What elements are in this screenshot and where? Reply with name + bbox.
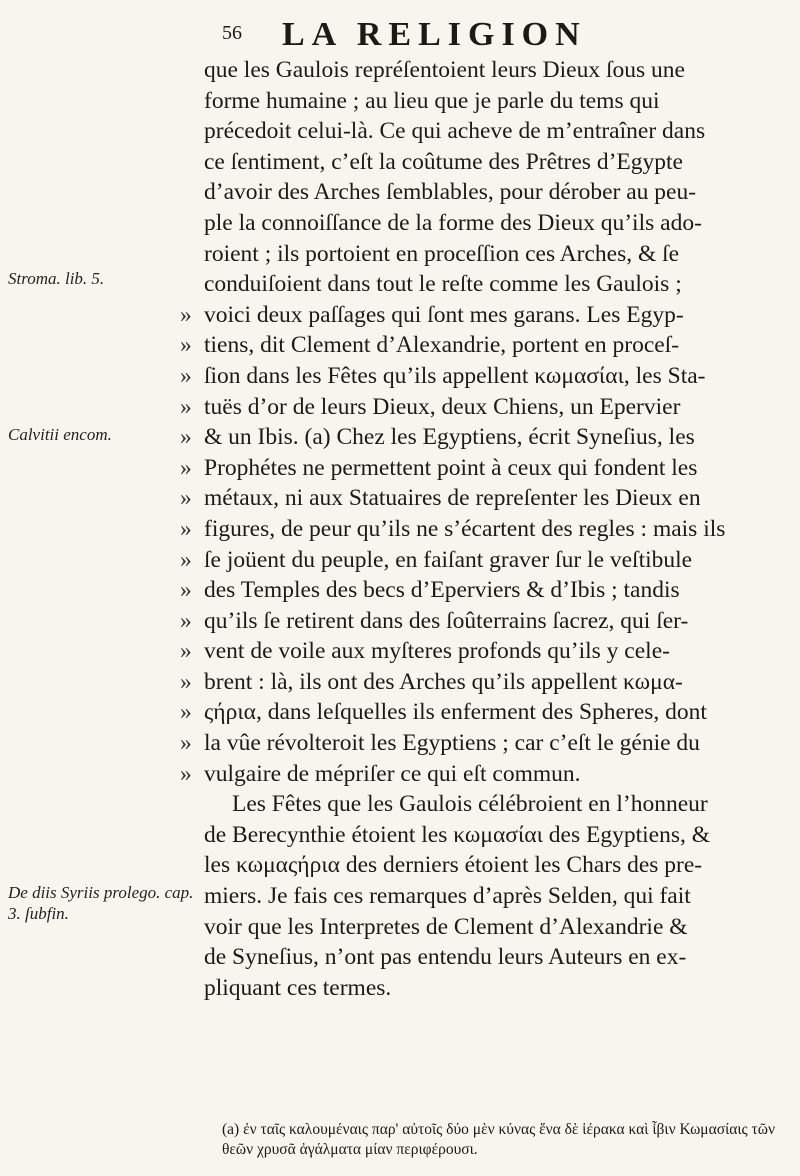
margin-note-selden: De diis Syriis prolego. cap. 3. ſubfin. [8,883,194,923]
text-line [180,422,772,453]
text-line [204,55,772,86]
text-line [180,453,772,484]
line-text: voici deux paſſages qui ſont mes garans. Les Egyp- [204,301,684,328]
line-text: que les Gaulois repréſentoient leurs Dieux ſous une [204,57,685,83]
line-text: tiens, dit Clement d’Alexandrie, portent en proceſ- [204,332,680,359]
running-title: LA RELIGION [282,16,587,53]
line-text: conduiſoient dans tout le reſte comme les Gaulois ; [204,271,682,298]
quotation-mark: » [180,546,192,573]
line-text: roient ; ils portoient en proceſſion ces Arches, & ſe [204,240,680,267]
line-text: métaux, ni aux Statuaires de repreſenter les Dieux en [204,485,701,512]
text-line [180,606,772,637]
quotation-mark: » [180,393,192,420]
line-text: de Syneſius, n’ont pas entendu leurs Auteurs en ex- [204,944,687,971]
text-line [204,208,772,239]
quotation-mark: » [180,362,192,389]
line-text: & un Ibis. (a) Chez les Egyptiens, écrit Syneſius, les [204,424,695,451]
margin-note-calvitii: Calvitii encom. [8,425,112,444]
quotation-mark: » [180,454,192,481]
text-line [180,514,772,545]
line-text: figures, de peur qu’ils ne s’écartent des regles : mais ils [204,515,726,542]
text-line [204,912,772,943]
text-line [204,973,772,1004]
quotation-mark: » [180,607,192,634]
text-line [180,483,772,514]
quotation-mark: » [180,730,192,757]
line-text: des Temples des becs d’Eperviers & d’Ibis ; tandis [204,577,680,604]
text-line [204,177,772,208]
quotation-mark: » [180,668,192,695]
text-line [180,697,772,728]
text-line [180,575,772,606]
text-line [204,269,772,300]
line-text: voir que les Interpretes de Clement d’Alexandrie & [204,913,688,940]
body-text [180,55,772,1003]
line-text: vent de voile aux myſteres profonds qu’ils y cele- [204,638,670,665]
text-line [204,147,772,178]
line-text: Prophétes ne permettent point à ceux qui fondent les [204,454,698,481]
text-line [180,728,772,759]
line-text: précedoit celui-là. Ce qui acheve de m’entraîner dans [204,118,706,145]
line-text: d’avoir des Arches ſemblables, pour dérober au peu- [204,179,697,206]
text-line [204,850,772,881]
page-number: 56 [222,22,242,44]
text-line [204,881,772,912]
quotation-mark: » [180,699,192,726]
line-text: qu’ils ſe retirent dans des ſoûterrains ſacrez, qui ſer- [204,607,689,634]
text-line [204,86,772,117]
text-line [180,667,772,698]
text-line [180,545,772,576]
line-text: miers. Je fais ces remarques d’après Selden, qui fait [204,883,691,910]
line-text: de Berecynthie étoient les κωμασίαι des Egyptiens, & [204,821,710,848]
text-line [204,116,772,147]
quotation-mark: » [180,424,192,451]
line-text: pliquant ces termes. [204,974,392,1001]
page-header [0,12,800,58]
text-line [204,820,772,851]
text-line [180,300,772,331]
quotation-mark: » [180,515,192,542]
quotation-mark: » [180,301,192,328]
line-text: vulgaire de mépriſer ce qui eſt commun. [204,760,581,787]
text-line [180,330,772,361]
line-text: les κωμαςήρια des derniers étoient les Chars des pre- [204,852,703,879]
text-line [180,392,772,423]
text-line [204,239,772,270]
line-text: Les Fêtes que les Gaulois célébroient en l’honneur [232,791,708,818]
quotation-mark: » [180,577,192,604]
quotation-mark: » [180,485,192,512]
quotation-mark: » [180,332,192,359]
text-line [180,759,772,790]
line-text: brent : là, ils ont des Arches qu’ils appellent κωμα- [204,668,683,695]
margin-note-stromata: Stroma. lib. 5. [8,269,105,288]
quotation-mark: » [180,760,192,787]
line-text: ſion dans les Fêtes qu’ils appellent κωμασίαι, les Sta- [204,362,706,389]
quotation-mark: » [180,638,192,665]
line-text: ple la connoiſſance de la forme des Dieux qu’ils ado- [204,209,702,236]
text-line [180,361,772,392]
text-line [180,636,772,667]
text-line [204,942,772,973]
line-text: ςήρια, dans leſquelles ils enferment des Spheres, dont [204,699,707,726]
line-text: la vûe révolteroit les Egyptiens ; car c’eſt le génie du [204,730,700,757]
footnote: (a) ἐν ταῖς καλουμέναις παρ' αὐτοῖς δύο μὲν κύνας ἕνα δὲ ἱέρακα καὶ ἶβιν Κωμασίαις τῶν θεῶν χρυσᾶ ἀγάλματα μίαν περιφέρουσι. [222,1121,775,1158]
text-line [204,789,772,820]
line-text: ce ſentiment, c’eſt la coûtume des Prêtres d’Egypte [204,148,683,175]
line-text: forme humaine ; au lieu que je parle du tems qui [204,87,660,114]
line-text: ſe joüent du peuple, en faiſant graver ſur le veſtibule [204,546,693,573]
line-text: tuës d’or de leurs Dieux, deux Chiens, un Epervier [204,393,681,420]
